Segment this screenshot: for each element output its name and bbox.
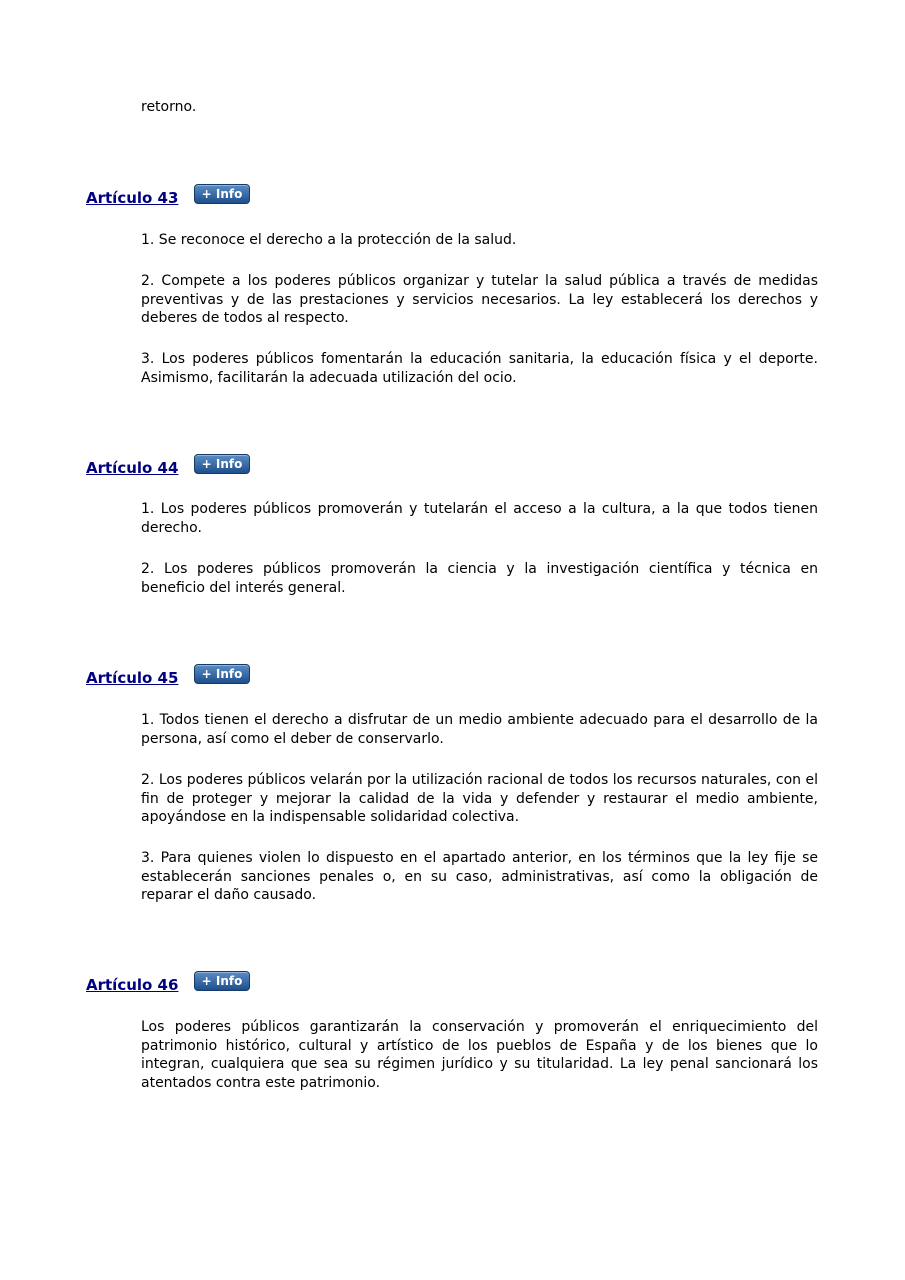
article-46-info-button[interactable]: + Info xyxy=(194,971,250,991)
article-45-paragraph-1: 1. Todos tienen el derecho a disfrutar de un medio ambiente adecuado para el desarrollo de la persona, así como el deber de conservarlo. xyxy=(141,712,818,747)
article-45-link[interactable]: Artículo 45 xyxy=(86,669,179,687)
article-43-paragraph-2: 2. Compete a los poderes públicos organizar y tutelar la salud pública a través de medidas preventivas y de las prestaciones y servicios necesarios. La ley establecerá los derechos y deberes de todos al respecto. xyxy=(141,273,818,326)
article-45-info-button[interactable]: + Info xyxy=(194,664,250,684)
article-44-paragraph-1: 1. Los poderes públicos promoverán y tutelarán el acceso a la cultura, a la que todos tienen derecho. xyxy=(141,501,818,536)
article-45-paragraph-2: 2. Los poderes públicos velarán por la utilización racional de todos los recursos naturales, con el fin de proteger y mejorar la calidad de la vida y defender y restaurar el medio ambiente, apoyándose en la indispensable solidaridad colectiva. xyxy=(141,772,818,825)
article-43-link[interactable]: Artículo 43 xyxy=(86,189,179,207)
article-44-link[interactable]: Artículo 44 xyxy=(86,459,179,477)
article-43-info-button[interactable]: + Info xyxy=(194,184,250,204)
article-46-paragraph-1: Los poderes públicos garantizarán la conservación y promoverán el enriquecimiento del patrimonio histórico, cultural y artístico de los pueblos de España y de los bienes que lo integran, cualquiera que sea su régimen jurídico y su titularidad. La ley penal sancionará los atentados contra este patrimonio. xyxy=(141,1019,818,1091)
article-45-paragraph-3: 3. Para quienes violen lo dispuesto en el apartado anterior, en los términos que la ley fije se establecerán sanciones penales o, en su caso, administrativas, así como la obligación de reparar el daño causado. xyxy=(141,850,818,903)
article-44-info-button[interactable]: + Info xyxy=(194,454,250,474)
article-44-paragraph-2: 2. Los poderes públicos promoverán la ciencia y la investigación científica y técnica en beneficio del interés general. xyxy=(141,561,818,596)
article-43-paragraph-1: 1. Se reconoce el derecho a la protección de la salud. xyxy=(141,232,517,248)
continuation-text: retorno. xyxy=(141,99,197,115)
article-46-link[interactable]: Artículo 46 xyxy=(86,976,179,994)
article-43-paragraph-3: 3. Los poderes públicos fomentarán la educación sanitaria, la educación física y el deporte. Asimismo, facilitarán la adecuada utilización del ocio. xyxy=(141,351,818,386)
